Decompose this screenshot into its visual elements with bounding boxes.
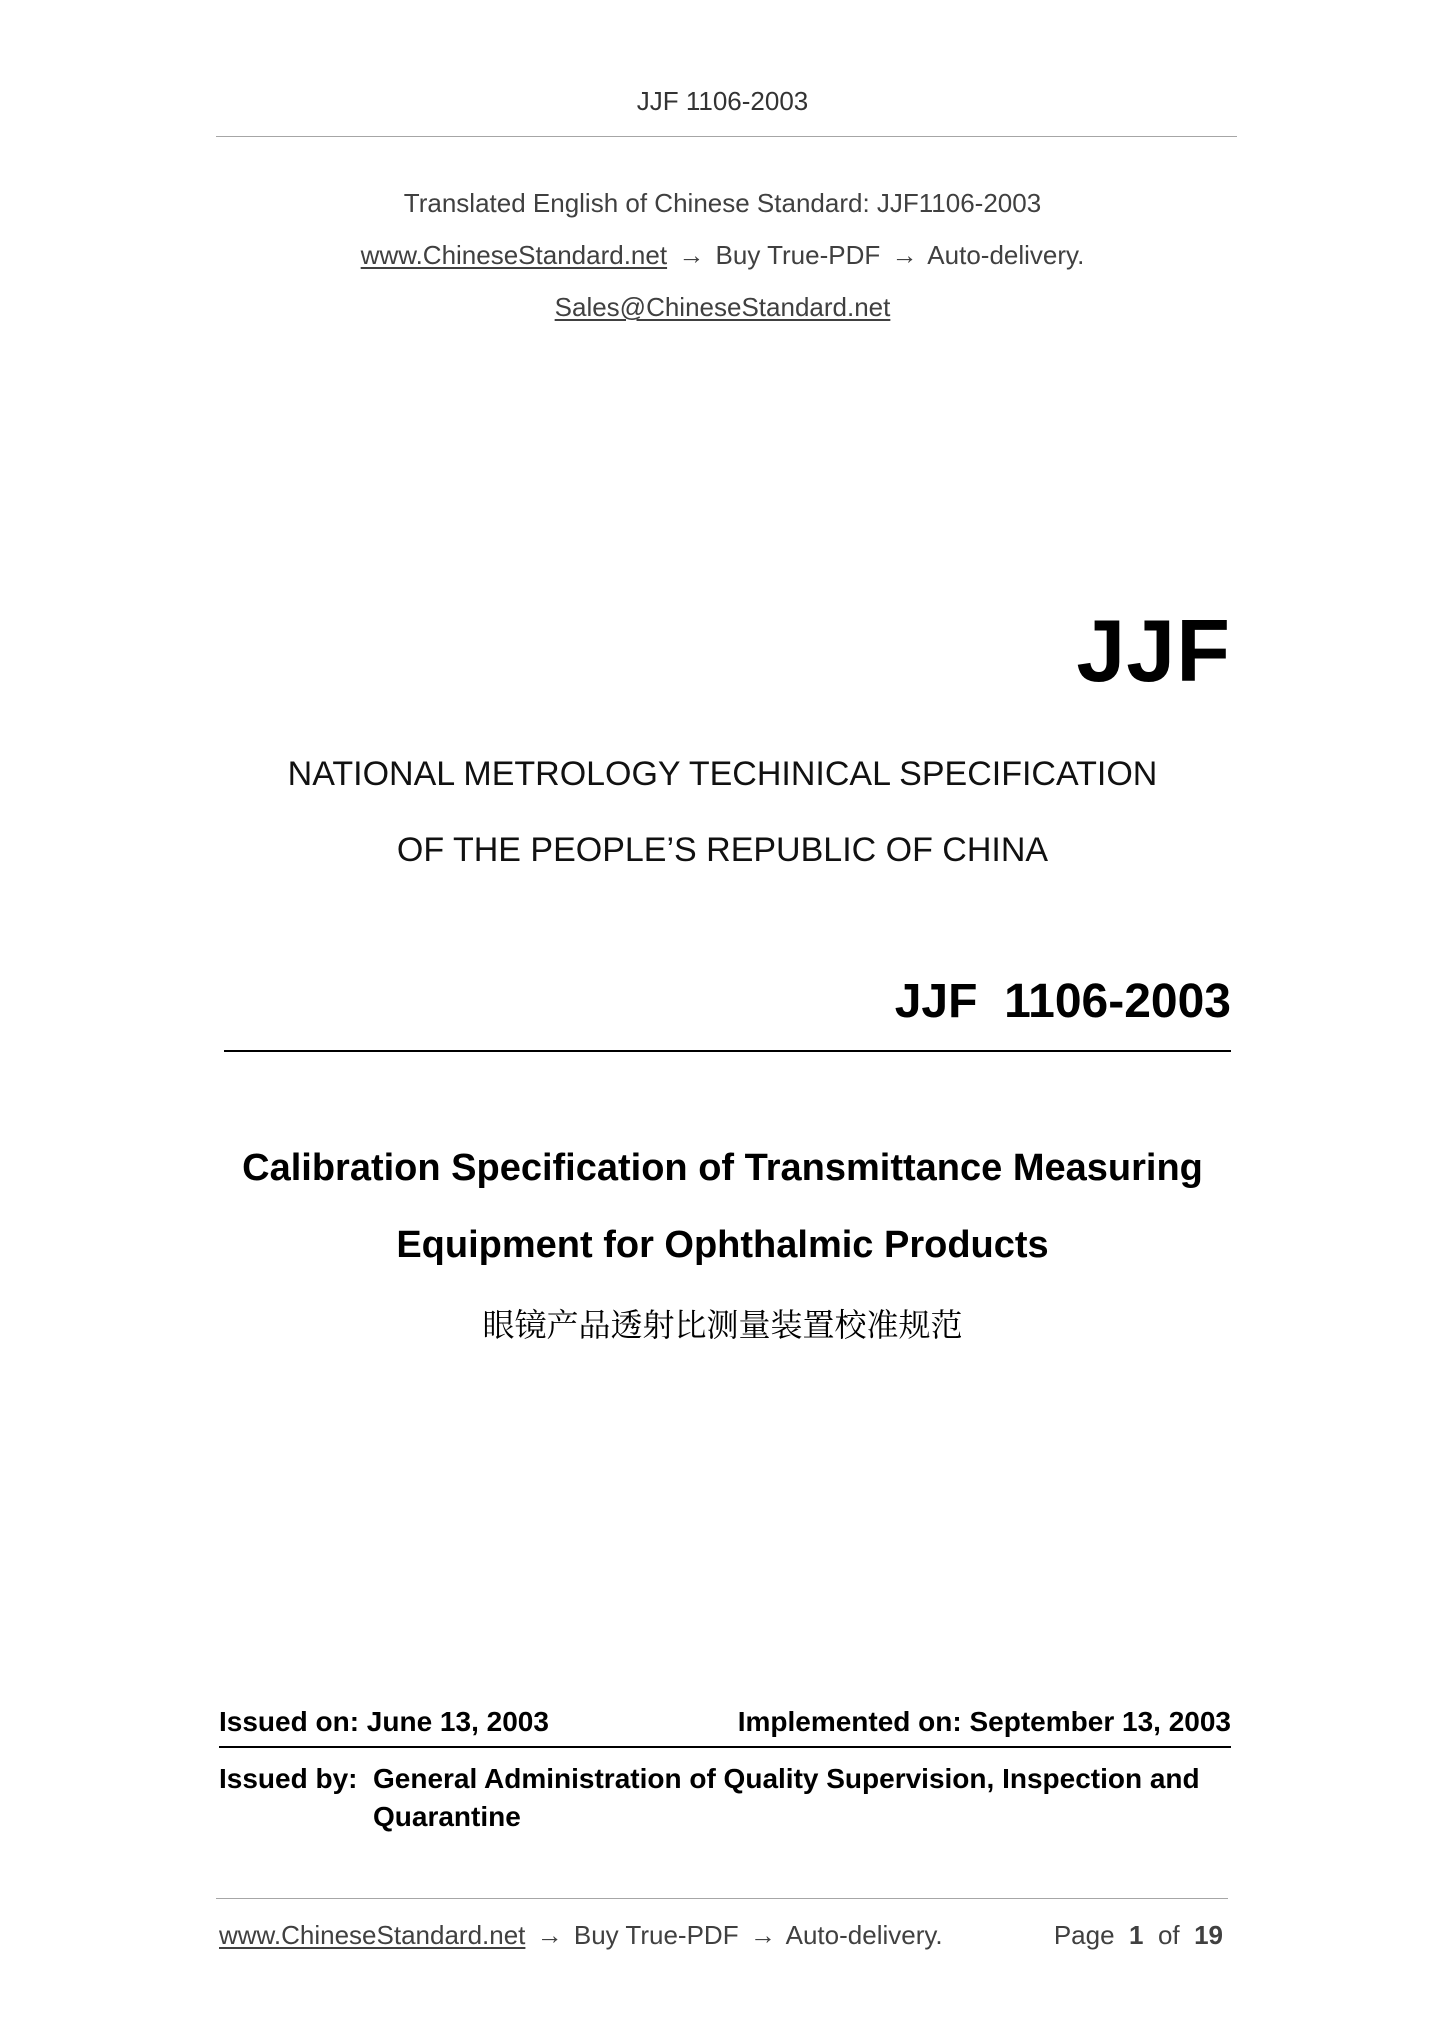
- sales-email-line: [0, 292, 1445, 323]
- auto-delivery-text: Auto-delivery.: [927, 240, 1085, 270]
- footer-delivery-text: Auto-delivery.: [785, 1920, 943, 1950]
- footer-buy-text: Buy True-PDF: [573, 1920, 739, 1950]
- national-spec-line-1: NATIONAL METROLOGY TECHINICAL SPECIFICATION: [287, 755, 1158, 793]
- arrow-right-icon: →: [891, 240, 918, 270]
- standard-number: [895, 974, 1231, 1029]
- page-total: 19: [1194, 1920, 1223, 1950]
- issued-on-date: June 13, 2003: [366, 1706, 549, 1737]
- issue-divider: [219, 1746, 1231, 1748]
- site-link[interactable]: www.ChineseStandard.net: [360, 240, 668, 270]
- buy-true-pdf-text: Buy True-PDF: [715, 240, 881, 270]
- standard-code: 1106-2003: [1004, 975, 1231, 1028]
- standard-prefix: JJF: [894, 975, 978, 1028]
- implemented-on-date: September 13, 2003: [969, 1706, 1231, 1737]
- issued-by: [219, 1760, 1231, 1836]
- running-header: JJF 1106-2003: [636, 86, 809, 116]
- standard-mark: JJF: [1076, 601, 1231, 700]
- footer-purchase-line: [219, 1920, 943, 1951]
- arrow-right-icon: →: [749, 1920, 776, 1950]
- header-divider: [216, 136, 1237, 137]
- page-indicator: [1054, 1920, 1223, 1951]
- sales-email-link[interactable]: Sales@ChineseStandard.net: [554, 292, 891, 322]
- footer-site-link[interactable]: www.ChineseStandard.net: [219, 1920, 526, 1950]
- national-spec-line-2: OF THE PEOPLE’S REPUBLIC OF CHINA: [396, 831, 1049, 869]
- footer-divider: [216, 1898, 1228, 1899]
- issued-on-label: Issued on:: [219, 1706, 360, 1737]
- purchase-line: [0, 240, 1445, 271]
- arrow-right-icon: →: [678, 240, 705, 270]
- translation-notice: Translated English of Chinese Standard: JJF1106-2003: [403, 188, 1042, 218]
- page-current: 1: [1129, 1920, 1144, 1950]
- title-chinese: 眼镜产品透射比测量装置校准规范: [482, 1306, 963, 1344]
- implemented-on: [738, 1706, 1231, 1738]
- title-line-2: Equipment for Ophthalmic Products: [396, 1224, 1049, 1266]
- standard-number-divider: [224, 1050, 1231, 1052]
- page-of: of: [1157, 1920, 1180, 1950]
- issued-by-authority: General Administration of Quality Supervision, Inspection and Quarantine: [373, 1763, 1200, 1832]
- arrow-right-icon: →: [536, 1920, 563, 1950]
- implemented-on-label: Implemented on:: [737, 1706, 962, 1737]
- issued-by-label: Issued by:: [219, 1763, 358, 1794]
- title-line-1: Calibration Specification of Transmittance Measuring: [242, 1147, 1203, 1189]
- page-label: Page: [1053, 1920, 1115, 1950]
- issued-on: [219, 1706, 549, 1738]
